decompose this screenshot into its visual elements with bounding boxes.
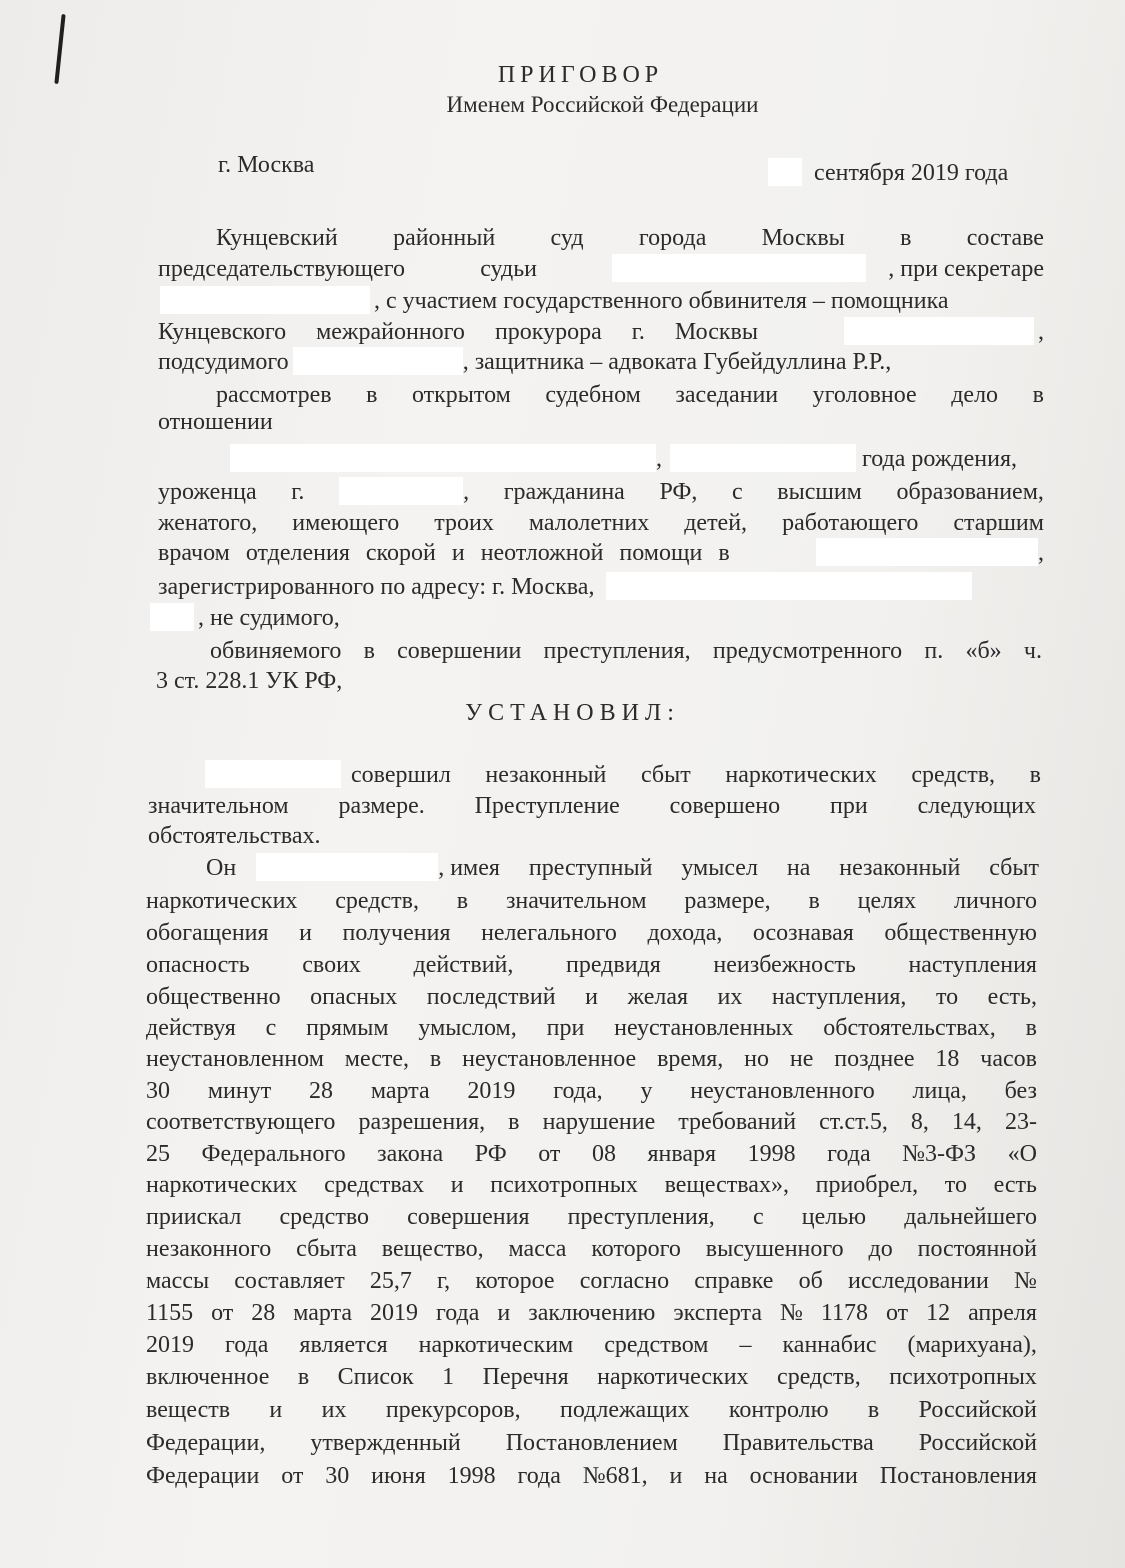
intro-line-13: , не судимого, (150, 603, 340, 633)
word: Федерации, (146, 1430, 266, 1456)
word: года (225, 1332, 269, 1358)
word: эксперта (673, 1300, 762, 1326)
intro-line-12: зарегистрированного по адресу: г. Москва, (158, 572, 972, 602)
word: средствах (324, 1172, 425, 1198)
word: средств, (911, 762, 996, 788)
body-line-18 (146, 1298, 1037, 1328)
word: сбыт (989, 855, 1039, 881)
word: их (717, 984, 743, 1010)
body-line-3: обстоятельствах. (148, 823, 321, 849)
word: общественную (884, 920, 1037, 946)
word: дело (951, 382, 999, 408)
word: общественно (146, 984, 281, 1010)
word: №3-ФЗ (902, 1141, 977, 1167)
word: сбыт (640, 762, 691, 788)
intro-line-14 (210, 636, 1042, 666)
word: минут (207, 1078, 272, 1104)
word: вещество, (381, 1236, 484, 1262)
word: постоянной (917, 1236, 1037, 1262)
word: №681, (582, 1463, 648, 1489)
word: 2019 (467, 1078, 516, 1104)
redacted-birthplace (339, 477, 463, 505)
word: – (739, 1332, 752, 1358)
word: неустановленное (462, 1046, 637, 1072)
word: обогащения (146, 920, 269, 946)
word: на (704, 1463, 728, 1489)
word: действий, (413, 952, 514, 978)
word: подлежащих (559, 1397, 690, 1423)
word: то (944, 1172, 967, 1198)
word: неизбежность (713, 952, 856, 978)
intro-line-7: отношении (158, 409, 273, 435)
word: наркотических (597, 1364, 749, 1390)
word: детей, (684, 510, 748, 536)
word: каннабис (782, 1332, 877, 1358)
word: от (538, 1141, 561, 1167)
redacted-defendant-3 (256, 853, 438, 881)
word: Москвы (674, 319, 759, 345)
word: в (900, 225, 912, 251)
word: в (718, 540, 730, 566)
body-line-12 (146, 1107, 1037, 1137)
word: закона (377, 1141, 444, 1167)
word: 23- (1004, 1109, 1037, 1135)
word: 1178 (820, 1300, 868, 1326)
word: до (868, 1236, 893, 1262)
body-line-14 (146, 1170, 1037, 1200)
intro-line-1 (216, 223, 1044, 253)
word: 1155 (146, 1300, 194, 1326)
word: у (640, 1078, 653, 1104)
word: 14, (951, 1109, 982, 1135)
word: совершении (397, 638, 522, 664)
word: разрешения, (358, 1109, 486, 1135)
word: дохода, (647, 920, 723, 946)
word: веществах», (664, 1172, 789, 1198)
word: года (517, 1463, 561, 1489)
word: имеющего (292, 510, 400, 536)
body-line-20 (146, 1362, 1037, 1392)
word: но (744, 1046, 770, 1072)
word: то (935, 984, 959, 1010)
word: является (299, 1332, 388, 1358)
body-line-4: Он , имея преступный умысел на незаконный сбыт (206, 855, 1039, 881)
intro-line-6 (216, 380, 1044, 410)
word: 28 (309, 1078, 333, 1104)
word: психотропных (490, 1172, 638, 1198)
word: Кунцевского (158, 319, 287, 345)
word: Перечня (482, 1364, 569, 1390)
body-line-17 (146, 1266, 1037, 1296)
word: которого (591, 1236, 681, 1262)
body-line-23 (146, 1461, 1037, 1491)
word: Постановления (879, 1463, 1037, 1489)
word: есть, (987, 984, 1037, 1010)
word: 1 (442, 1364, 455, 1390)
word: утвержденный (310, 1430, 461, 1456)
redacted-full-name (230, 444, 656, 472)
word: Российской (918, 1397, 1037, 1423)
word: , имея (438, 855, 500, 881)
word: получения (342, 920, 451, 946)
word: скорой (365, 540, 436, 566)
word: включенное (146, 1364, 270, 1390)
word: 28 (251, 1300, 276, 1326)
word: основании (749, 1463, 858, 1489)
word: и (451, 540, 465, 566)
word: приискал (146, 1204, 242, 1230)
intro-line-10 (158, 508, 1044, 538)
word: месте, (344, 1046, 409, 1072)
word: приобрел, (815, 1172, 919, 1198)
word: осознавая (752, 920, 854, 946)
word: врачом (158, 540, 230, 566)
word: об (798, 1268, 823, 1294)
word: Постановлением (505, 1430, 678, 1456)
word: с (752, 1204, 764, 1230)
word: ч. (1023, 638, 1042, 664)
word: в (808, 888, 820, 914)
word: значительном (148, 793, 289, 819)
word: Федерации (146, 1463, 260, 1489)
word: п. (924, 638, 944, 664)
word: в (297, 1364, 310, 1390)
word: 18 (935, 1046, 960, 1072)
word: 1998 (447, 1463, 496, 1489)
section-heading: УСТАНОВИЛ: (465, 700, 680, 726)
word: наркотических (725, 762, 877, 788)
body-line-10 (146, 1044, 1037, 1074)
word: неустановленном (146, 1046, 324, 1072)
word: ст.ст.5, (819, 1109, 888, 1135)
word: есть (993, 1172, 1037, 1198)
word: отделения (245, 540, 350, 566)
body-line-21 (146, 1395, 1037, 1425)
word: не (789, 1046, 814, 1072)
word: незаконного (146, 1236, 272, 1262)
word: личного (953, 888, 1037, 914)
word: позднее (834, 1046, 915, 1072)
date: сентября 2019 года (814, 160, 1009, 186)
word: целях (857, 888, 917, 914)
word: 12 (926, 1300, 951, 1326)
word: соответствующего (146, 1109, 336, 1135)
word: от (211, 1300, 234, 1326)
word: прекурсоров, (385, 1397, 521, 1423)
word: открытом (411, 382, 511, 408)
word: целью (801, 1204, 867, 1230)
word: рассмотрев (216, 382, 332, 408)
word: № (779, 1300, 803, 1326)
word: согласно (579, 1268, 670, 1294)
word: в (867, 1397, 880, 1423)
word: совершения (407, 1204, 530, 1230)
date-line (768, 158, 1008, 188)
word: троих (434, 510, 494, 536)
word: справке (694, 1268, 774, 1294)
word: масса (508, 1236, 567, 1262)
word: исследовании (847, 1268, 989, 1294)
word: желая (627, 984, 689, 1010)
redacted-address-cont (150, 603, 194, 631)
body-line-8 (146, 982, 1037, 1012)
word: и (669, 1463, 683, 1489)
word: размере. (338, 793, 425, 819)
word: в (456, 888, 469, 914)
word: и (497, 1300, 511, 1326)
word: № (1013, 1268, 1037, 1294)
word: умысел (681, 855, 758, 881)
word: года, (553, 1078, 603, 1104)
word: преступления, (567, 1204, 715, 1230)
word: наркотических (146, 888, 298, 914)
word: при (546, 1015, 585, 1041)
word: в (363, 638, 375, 664)
word: веществ (146, 1397, 231, 1423)
word: (марихуана), (907, 1332, 1037, 1358)
word: наступления, (771, 984, 907, 1010)
word: женатого, (158, 510, 258, 536)
word: неустановленного (690, 1078, 875, 1104)
word: 08 (591, 1141, 616, 1167)
word: сбыта (296, 1236, 357, 1262)
redacted-secretary (160, 286, 370, 314)
word: средством (604, 1332, 709, 1358)
word: на (786, 855, 811, 881)
word: прокурора (494, 319, 602, 345)
intro-line-15: 3 ст. 228.1 УК РФ, (156, 668, 343, 694)
word: помощи (619, 540, 703, 566)
word: в (508, 1109, 520, 1135)
word: преступный (528, 855, 653, 881)
redacted-employer (816, 538, 1038, 566)
redacted-address (606, 572, 972, 600)
word: заключению (528, 1300, 656, 1326)
body-line-11 (146, 1076, 1037, 1106)
word: нарушение (542, 1109, 656, 1135)
word: города (638, 225, 707, 251)
word: в (1029, 762, 1041, 788)
word: последствий (426, 984, 556, 1010)
word: средств, (777, 1364, 861, 1390)
word: при (830, 793, 868, 819)
word: 2019 (370, 1300, 419, 1326)
word: массы (146, 1268, 210, 1294)
word: от (885, 1300, 909, 1326)
word: и (585, 984, 598, 1010)
word: предвидя (565, 952, 661, 978)
body-line-5 (146, 886, 1037, 916)
word: года (827, 1141, 871, 1167)
word: прямым (306, 1015, 389, 1041)
redacted-birthdate (670, 444, 856, 472)
body-line-7 (146, 950, 1037, 980)
word: судебном (545, 382, 641, 408)
word: марта (293, 1300, 353, 1326)
intro-line-4: Кунцевского межрайонного прокурора г. Москвы , (158, 319, 1044, 345)
word: г. (631, 319, 645, 345)
intro-line-5: подсудимого , защитника – адвоката Губейдуллина Р.Р., (158, 349, 892, 375)
word: действуя (146, 1015, 236, 1041)
word: и (299, 920, 312, 946)
word: обвиняемого (210, 638, 342, 664)
word: часов (980, 1046, 1037, 1072)
word: средств, (335, 888, 419, 914)
body-line-15 (146, 1202, 1037, 1232)
word: 8, (910, 1109, 929, 1135)
word: суд (550, 225, 584, 251)
word: преступления, (543, 638, 691, 664)
word: опасных (310, 984, 398, 1010)
word: 30 (325, 1463, 350, 1489)
word: предусмотренного (712, 638, 903, 664)
intro-line-3: , с участием государственного обвинителя – помощника (160, 286, 949, 316)
word: составляет (234, 1268, 345, 1294)
body-line-6 (146, 918, 1037, 948)
word: незаконный (485, 762, 607, 788)
word: марта (370, 1078, 430, 1104)
word: в (1032, 382, 1044, 408)
word: Правительства (722, 1430, 874, 1456)
word: 25 (146, 1141, 170, 1167)
word: в (366, 382, 378, 408)
redacted-day (768, 158, 802, 186)
word: обстоятельствах, (823, 1015, 996, 1041)
word: совершено (669, 793, 781, 819)
word: Российской (918, 1430, 1037, 1456)
intro-line-11: врачом отделения скорой и неотложной помощи в , (158, 540, 1044, 566)
body-line-1 (205, 760, 1041, 790)
word: умыслом, (418, 1015, 517, 1041)
word: совершил (351, 762, 451, 788)
word: наркотическим (418, 1332, 574, 1358)
word: января (647, 1141, 717, 1167)
word: заседании (675, 382, 779, 408)
word: г, (437, 1268, 451, 1294)
intro-line-9: уроженца г. , гражданина РФ, с высшим образованием, (158, 479, 1044, 505)
intro-line-2: председательствующего судьи , при секретаре (158, 256, 1044, 282)
word: средство (279, 1204, 369, 1230)
word: Преступление (474, 793, 620, 819)
word: размере, (684, 888, 771, 914)
word: наркотических (146, 1172, 298, 1198)
redacted-judge (612, 254, 866, 282)
word: «б» (965, 638, 1002, 664)
word: опасность (146, 952, 250, 978)
body-line-13 (146, 1139, 1037, 1169)
word: и (269, 1397, 283, 1423)
word: межрайонного (316, 319, 465, 345)
word: требований (678, 1109, 797, 1135)
word: их (321, 1397, 347, 1423)
word: 1998 (747, 1141, 796, 1167)
body-line-9 (146, 1013, 1037, 1043)
word: без (1004, 1078, 1037, 1104)
word: Список (337, 1364, 414, 1390)
word: незаконный (839, 855, 961, 881)
word: апреля (968, 1300, 1037, 1326)
word: наступления (908, 952, 1037, 978)
word: которое (475, 1268, 555, 1294)
word: РФ (474, 1141, 507, 1167)
word: составе (966, 225, 1044, 251)
word: районный (393, 225, 496, 251)
document-title: ПРИГОВОР (497, 62, 664, 88)
word: от (281, 1463, 304, 1489)
word: в (429, 1046, 442, 1072)
word: контролю (728, 1397, 829, 1423)
word: уголовное (812, 382, 917, 408)
word: Федерального (201, 1141, 346, 1167)
word: нелегального (481, 920, 617, 946)
document-subtitle: Именем Российской Федерации (446, 92, 759, 117)
word: психотропных (889, 1364, 1037, 1390)
word: старшим (953, 510, 1044, 536)
word: 2019 (146, 1332, 194, 1358)
word: значительном (505, 888, 647, 914)
word: 25,7 (369, 1268, 412, 1294)
word: 30 (146, 1078, 170, 1104)
redacted-defendant (293, 347, 463, 375)
word: высушенного (705, 1236, 844, 1262)
redacted-defendant-2 (205, 760, 341, 788)
city: г. Москва (218, 152, 315, 178)
word: своих (302, 952, 361, 978)
word: и (450, 1172, 464, 1198)
word: «О (1007, 1141, 1037, 1167)
word: Москвы (761, 225, 845, 251)
word: работающего (782, 510, 919, 536)
word: с (265, 1015, 277, 1041)
word: июня (371, 1463, 426, 1489)
word: неотложной (480, 540, 604, 566)
word: в (1025, 1015, 1037, 1041)
word: Кунцевский (216, 225, 338, 251)
body-line-19 (146, 1330, 1037, 1360)
word: время, (657, 1046, 724, 1072)
body-line-2 (148, 791, 1036, 821)
word: следующих (917, 793, 1036, 819)
word: дальнейшего (904, 1204, 1037, 1230)
body-line-16 (146, 1234, 1037, 1264)
word: малолетних (528, 510, 650, 536)
word: лица, (912, 1078, 967, 1104)
word: года (436, 1300, 480, 1326)
redacted-prosecutor (844, 317, 1034, 345)
word: неустановленных (614, 1015, 794, 1041)
intro-line-8: , года рождения, (230, 444, 1017, 474)
body-line-22 (146, 1428, 1037, 1458)
